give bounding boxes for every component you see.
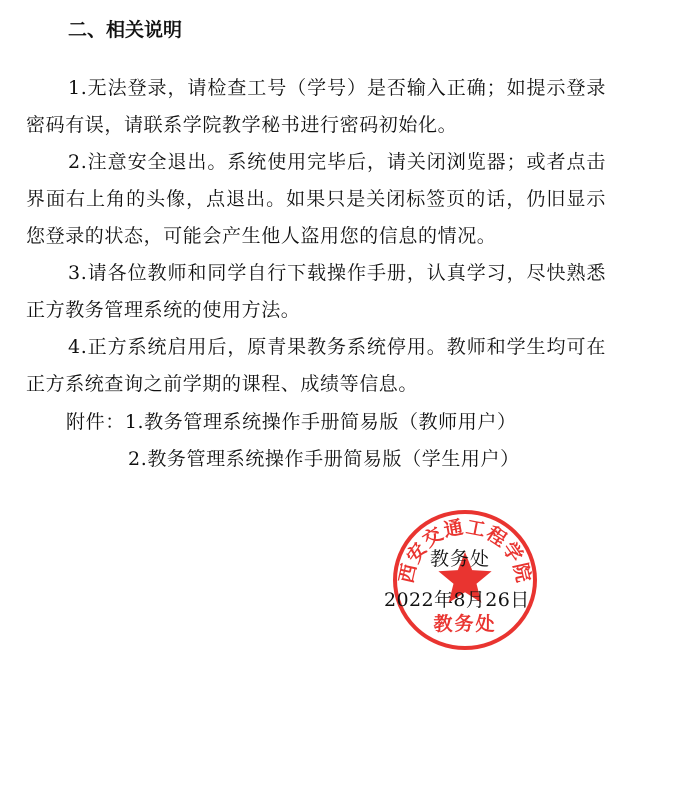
signoff-date: 2022年8月26日 xyxy=(384,589,530,611)
attachment-line-2 xyxy=(66,441,520,478)
note-paragraph-2: 2.注意安全退出。系统使用完毕后，请关闭浏览器；或者点击界面右上角的头像，点退出。如果只是关闭标签页的话，仍旧显示您登录的状态，可能会产生他人盗用您的信息的情况。 xyxy=(26,151,606,247)
signoff-department: 教务处 xyxy=(430,548,491,570)
note-paragraph-3: 3.请各位教师和同学自行下载操作手册，认真学习，尽快熟悉正方教务管理系统的使用方法。 xyxy=(26,262,606,321)
official-seal-icon xyxy=(391,508,539,652)
section-heading: 二、相关说明 xyxy=(68,19,183,41)
attachment-prefix: 附件： xyxy=(66,411,125,433)
svg-text:教务处: 教务处 xyxy=(433,613,497,635)
attachment-line-1 xyxy=(66,404,520,441)
attachment-item-teacher: 1.教务管理系统操作手册简易版（教师用户） xyxy=(124,411,517,433)
attachments-block xyxy=(66,404,520,478)
note-paragraph-4: 4.正方系统启用后，原青果教务系统停用。教师和学生均可在正方系统查询之前学期的课程、成绩等信息。 xyxy=(26,336,606,395)
svg-text:西安交通工程学院: 西安交通工程学院 xyxy=(395,516,535,586)
attachment-item-student: 2.教务管理系统操作手册简易版（学生用户） xyxy=(128,448,520,470)
note-paragraph-1: 1.无法登录，请检查工号（学号）是否输入正确；如提示登录密码有误，请联系学院教学秘书进行密码初始化。 xyxy=(26,77,606,136)
